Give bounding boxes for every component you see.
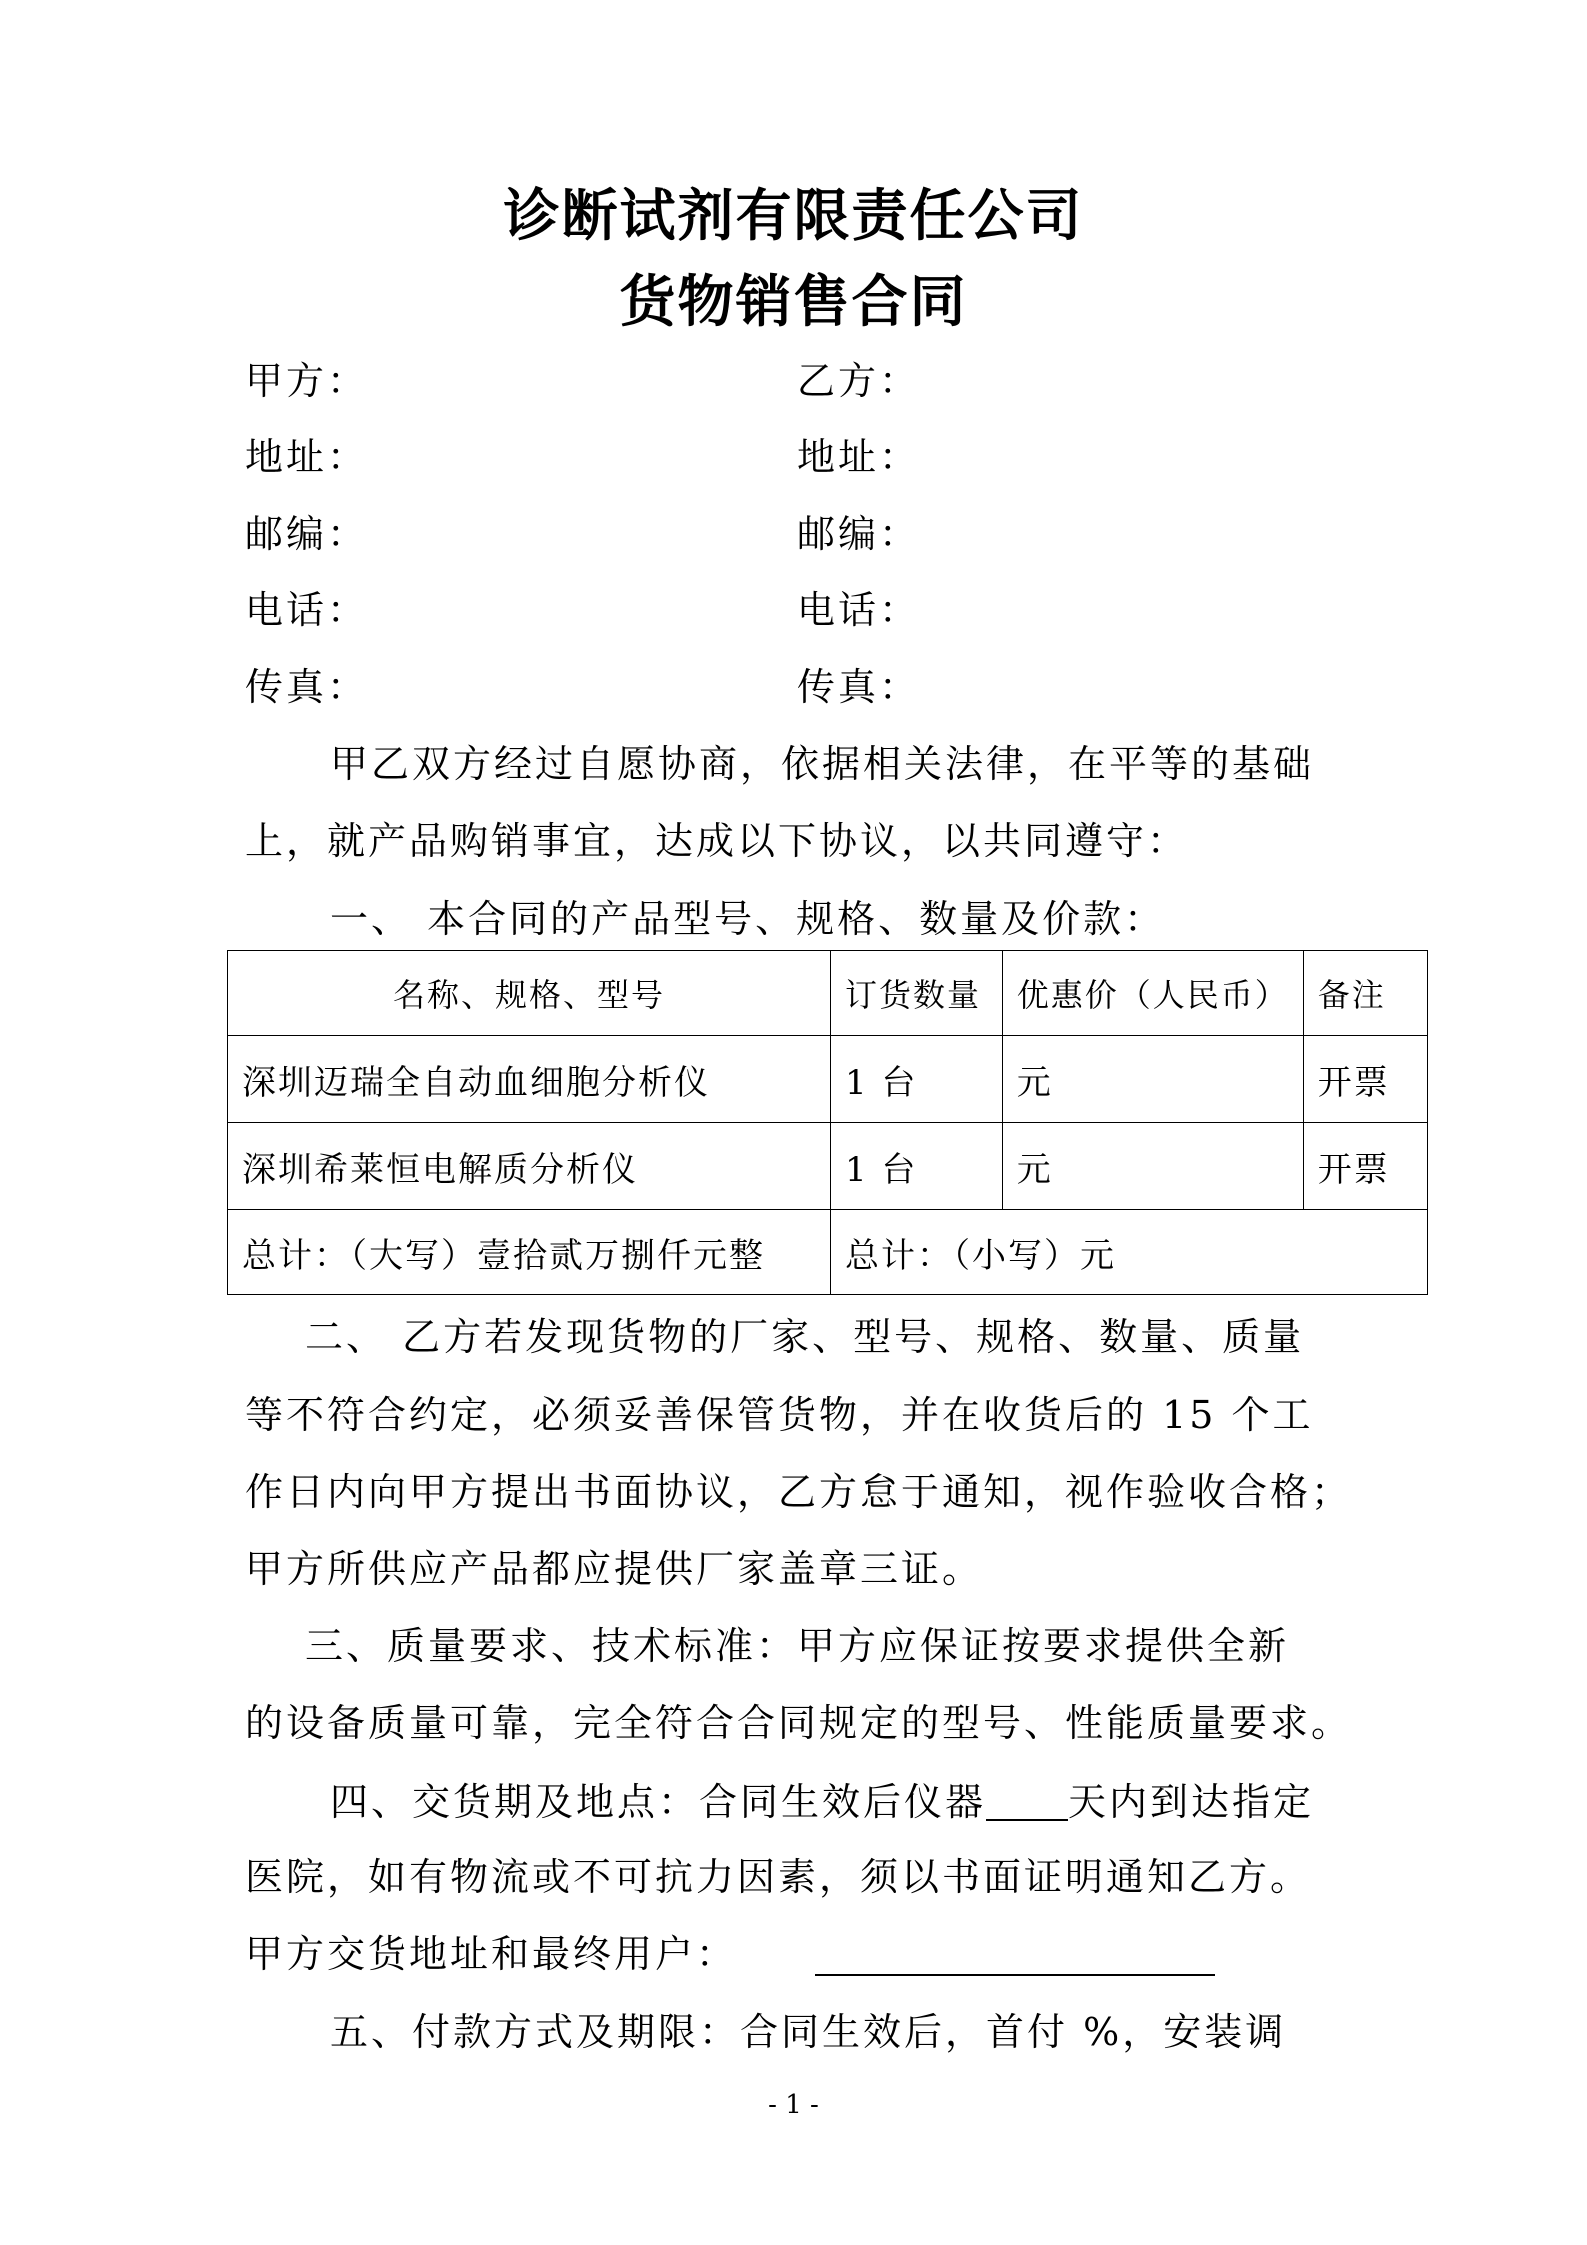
product-note-cell: 开票 (1303, 1036, 1427, 1123)
section-2-line-4: 甲方所供应产品都应提供厂家盖章三证。 (245, 1547, 984, 1591)
section-4-text-b: 天内到达指定 (1068, 1780, 1315, 1824)
section-5-line-1: 五、付款方式及期限：合同生效后，首付 %，安装调 (330, 2010, 1287, 2054)
party-b-phone-label: 电话： (797, 588, 921, 632)
table-row (228, 1123, 1428, 1210)
product-qty-cell: 1 台 (830, 1036, 1002, 1123)
section-1-heading: 一、 本合同的产品型号、规格、数量及价款： (330, 897, 1166, 941)
product-table (227, 950, 1428, 1295)
intro-line-1: 甲乙双方经过自愿协商，依据相关法律，在平等的基础 (330, 742, 1315, 786)
section-4-line-1 (330, 1780, 1315, 1824)
party-a-address-label: 地址： (245, 435, 369, 479)
col-header-qty: 订货数量 (830, 951, 1002, 1036)
section-2-line-2: 等不符合约定，必须妥善保管货物，并在收货后的 15 个工 (245, 1393, 1314, 1437)
section-3-line-2: 的设备质量可靠，完全符合合同规定的型号、性能质量要求。 (245, 1701, 1353, 1745)
party-a-fax-label: 传真： (245, 665, 369, 709)
page-number: - 1 - (768, 2090, 819, 2120)
delivery-days-blank (986, 1781, 1068, 1821)
col-header-name: 名称、规格、型号 (228, 951, 831, 1036)
total-lower-cell: 总计：（小写）元 (830, 1210, 1427, 1295)
product-note-cell: 开票 (1303, 1123, 1427, 1210)
section-4-line-3: 甲方交货地址和最终用户： (245, 1932, 738, 1976)
section-2-line-1: 二、 乙方若发现货物的厂家、型号、规格、数量、质量 (305, 1315, 1305, 1359)
table-row (228, 1036, 1428, 1123)
company-title: 诊断试剂有限责任公司 (503, 184, 1084, 249)
party-a-phone-label: 电话： (245, 588, 369, 632)
col-header-price: 优惠价（人民币） (1002, 951, 1303, 1036)
product-qty-cell: 1 台 (830, 1123, 1002, 1210)
product-price-cell: 元 (1002, 1036, 1303, 1123)
product-price-cell: 元 (1002, 1123, 1303, 1210)
party-a-label: 甲方： (245, 359, 369, 403)
total-upper-cell: 总计：（大写）壹拾贰万捌仟元整 (228, 1210, 831, 1295)
party-b-postcode-label: 邮编： (797, 512, 921, 556)
product-name-cell: 深圳迈瑞全自动血细胞分析仪 (228, 1036, 831, 1123)
contract-title: 货物销售合同 (619, 270, 968, 335)
party-b-address-label: 地址： (797, 435, 921, 479)
section-2-line-3: 作日内向甲方提出书面协议，乙方怠于通知，视作验收合格； (245, 1470, 1353, 1514)
delivery-address-blank (815, 1936, 1215, 1976)
product-name-cell: 深圳希莱恒电解质分析仪 (228, 1123, 831, 1210)
section-4-line-2: 医院，如有物流或不可抗力因素，须以书面证明通知乙方。 (245, 1855, 1312, 1899)
intro-line-2: 上，就产品购销事宜，达成以下协议，以共同遵守： (245, 819, 1189, 863)
section-3-line-1: 三、质量要求、技术标准：甲方应保证按要求提供全新 (305, 1624, 1290, 1668)
section-4-text-a: 四、交货期及地点：合同生效后仪器 (330, 1780, 987, 1824)
col-header-note: 备注 (1303, 951, 1427, 1036)
party-a-postcode-label: 邮编： (245, 512, 369, 556)
party-b-fax-label: 传真： (797, 665, 921, 709)
party-b-label: 乙方： (797, 359, 921, 403)
table-header-row (228, 951, 1428, 1036)
table-total-row (228, 1210, 1428, 1295)
